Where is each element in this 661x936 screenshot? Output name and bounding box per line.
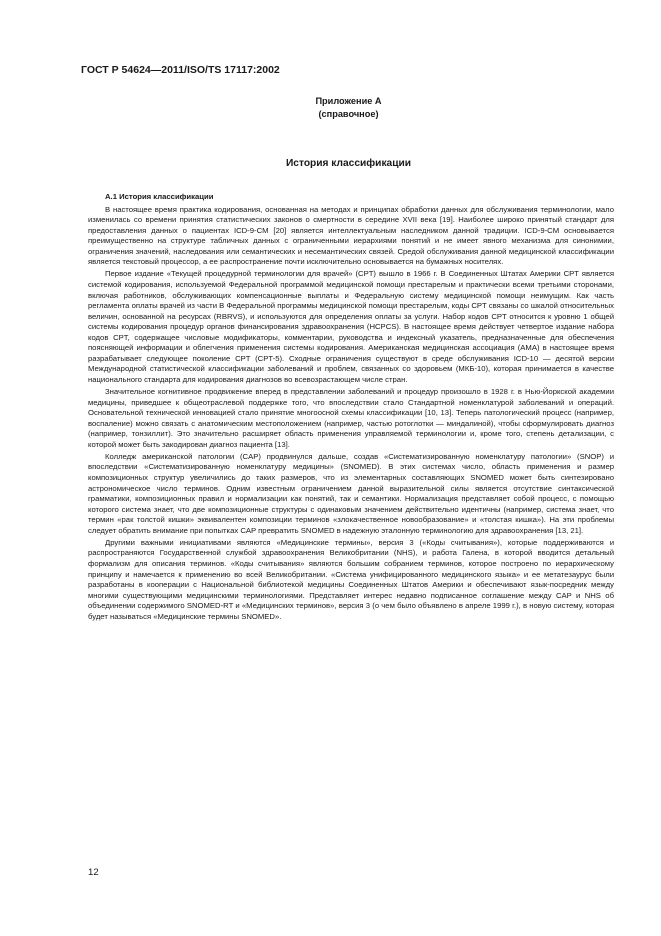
- paragraph-2: Первое издание «Текущей процедурной терминологии для врачей» (CPT) вышло в 1966 г. В Соединенных Штатах Америки CPT является системой кодирования, используемой Федеральной программой медицинской помощи престарелым и практически всеми третьими сторонами, включая работников, обслуживающих компенсационные выплаты и Федеральную систему медицинской помощи неимущим. Как часть регламента оплаты врачей из части В Федеральной программы медицинской помощи престарелым, коды CPT связаны со шкалой относительных величин, основанной на ресурсах (RBRVS), и используются для определения оплаты за услуги. Набор кодов CPT относится к уровню 1 общей системы кодирования процедур органов финансирования здравоохранения (HCPCS). В настоящее время действует четвертое издание набора кодов CPT, содержащее числовые модификаторы, комментарии, руководства и индексный указатель, предназначенные для обеспечения поясняющей информации и облегчения применения системы кодирования. Американская медицинская ассоциация (AMA) в настоящее время разрабатывает следующее поколение CPT (CPT-5). Сходные ограничения существуют в среде обслуживания ICD-10 — десятой версии Международной статистической классификации заболеваний и проблем, связанных со здоровьем (МКБ-10), которая принимается в качестве национального стандарта для кодирования диагнозов во всевозрастающем числе стран.: [88, 269, 614, 384]
- page-title: История классификации: [285, 158, 411, 169]
- paragraph-5: Другими важными инициативами являются «Медицинские термины», версия 3 («Коды считывания»), которые поддерживаются и распространяются Государственной службой здравоохранения Великобритании (NHS), и работа Галена, в которой вводится детальный формализм для описания терминов. «Коды считывания» являются большим собранием терминов, которое построено по иерархическому принципу и намечается к применению во всей Великобритании. «Система унифицированного медицинского языка» и ее метатезаурус были разработаны в кооперации с Национальной библиотекой медицины Соединенных Штатов Америки и обеспечивают язык-посредник между многими существующими медицинскими терминологиями. Представляет интерес недавно подписанное соглашение между CAP и NHS об объединении содержимого SNOMED-RT и «Медицинских терминов», версия 3 (о чем было объявлено в апреле 1999 г.), в новую систему, которая будет называться «Медицинские термины SNOMED».: [88, 537, 614, 621]
- appendix-title: Приложение А: [315, 96, 382, 106]
- document-body: [88, 192, 614, 624]
- appendix-note: (справочное): [318, 109, 379, 119]
- document-header: ГОСТ Р 54624—2011/ISO/TS 17117:2002: [81, 64, 280, 76]
- section-heading: А.1 История классификации: [105, 192, 214, 201]
- paragraph-1: В настоящее время практика кодирования, основанная на методах и принципах обработки данных для обслуживания терминологии, мало изменилась со времени принятия статистических законов о смертности в середине XVII века [19]. Наиболее широко принятый стандарт для предоставления данных о пациентах ICD-9-CM [20] является интеллектуальным наследником данной традиции. ICD-9-CM основывается преимущественно на структуре табличных данных с ограниченными иерархиями понятий и не имеет явного механизма для синонимии, ограничения значений, наследования или семантических и несемантических связей. Средой обслуживания данной медицинской классификации является текстовый процессор, а ее распространение почти исключительно основывается на бумажных носителях.: [88, 204, 614, 267]
- page-number: 12: [88, 867, 99, 878]
- paragraph-4: Колледж американской патологии (CAP) продвинулся дальше, создав «Систематизированную номенклатуру патологии» (SNOP) и впоследствии «Систематизированную номенклатуру медицины» (SNOMED). В этих системах число, область применения и размер композиционных структур увеличились до таких размеров, что из элементарных составляющих SNOMED может быть синтезировано астрономическое число терминов. Одним известным ограничением данной выразительной силы является отсутствие синтаксической грамматики, композиционных правил и нормализации как понятий, так и семантики. Нормализация представляет собой процесс, с помощью которого система знает, что две композиционные структуры с одинаковым значением действительно идентичны (например, система знает, что термин «рак толстой кишки» эквивалентен композиции терминов «злокачественное новообразование» и «толстая кишка»). На эти проблемы следует обратить внимание при попытках CAP превратить SNOMED в надежную эталонную терминологию для здравоохранения [13, 21].: [88, 451, 614, 535]
- paragraph-3: Значительное когнитивное продвижение вперед в представлении заболеваний и процедур произошло в 1928 г. в Нью-Йоркской академии медицины, приведшее к общеотраслевой поддержке того, что впоследствии стало Стандартной номенклатурой заболеваний и операций. Основательной технической инновацией стало принятие многоосной схемы классификации [10, 13]. Теперь патологический процесс (например, воспаление) можно связать с анатомическим местоположением (например, частью ротоглотки — миндалиной), чтобы сформулировать диагноз (например, тонзиллит). Это значительно расширяет область применения управляемой терминологии и, кроме того, степень детализации, с которой может быть закодирован диагноз пациента [13].: [88, 387, 614, 449]
- appendix-heading: [0, 95, 661, 121]
